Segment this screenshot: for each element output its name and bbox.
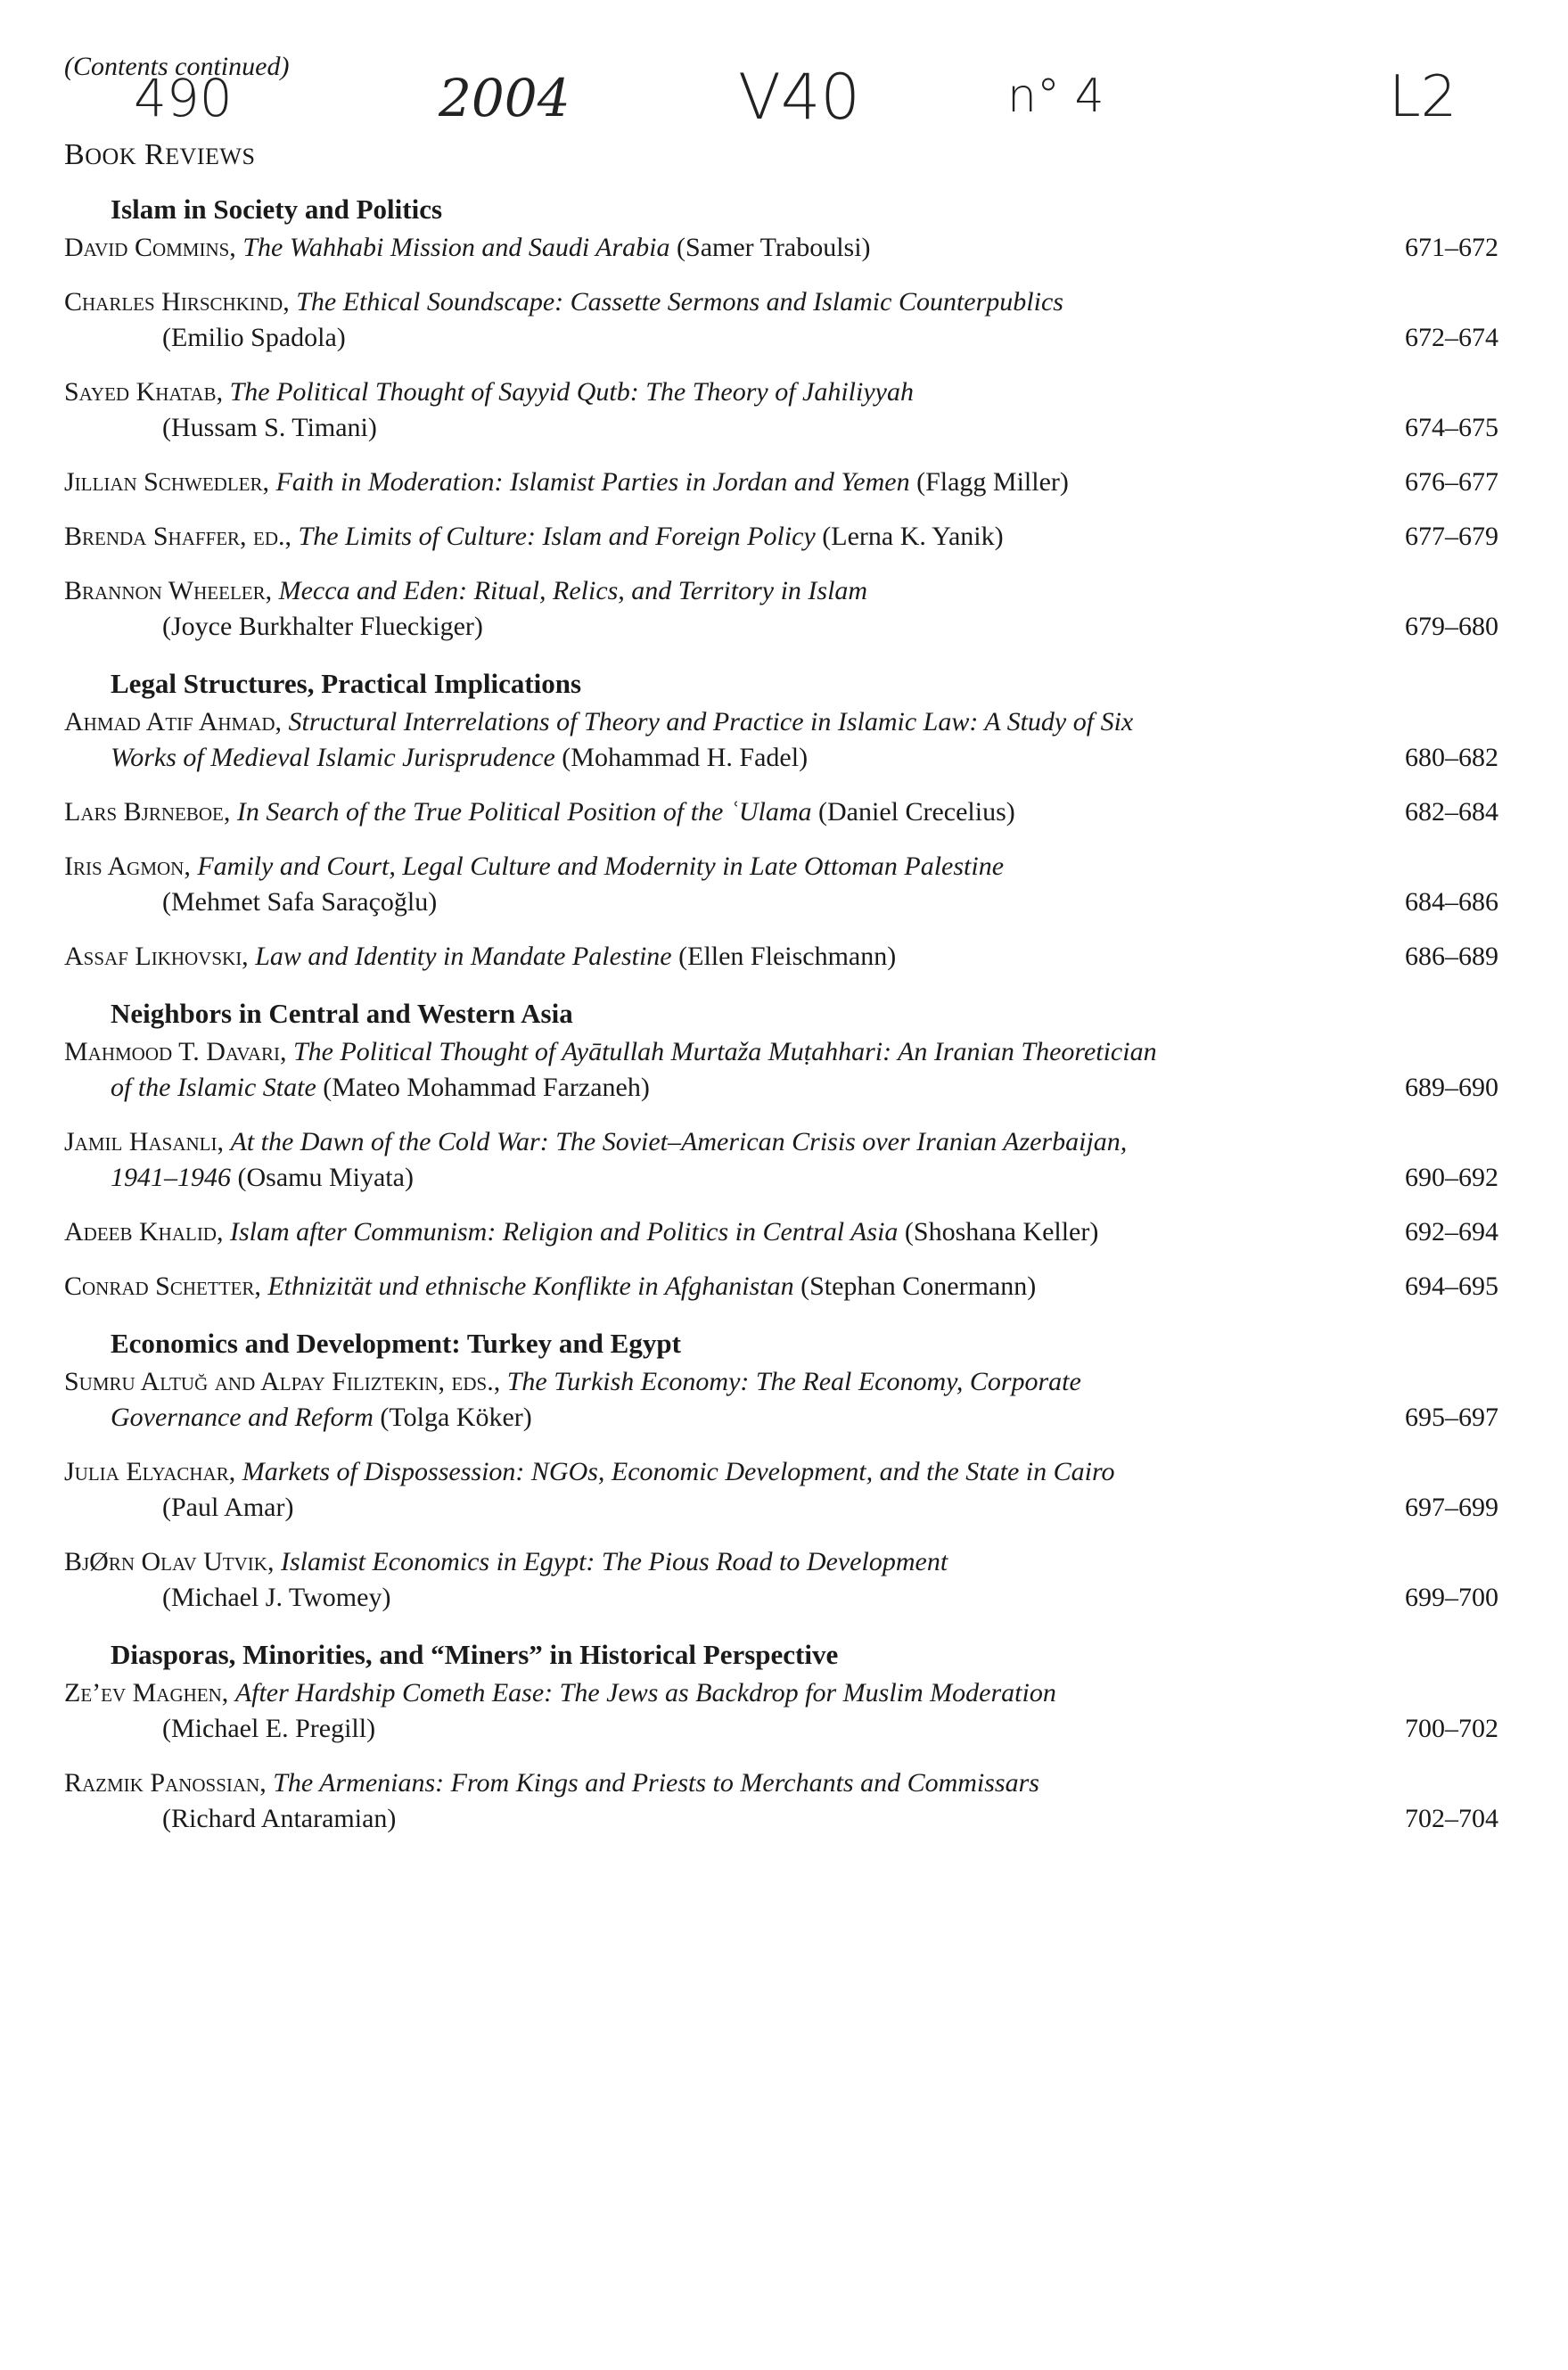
review-entry xyxy=(0,1034,1568,1106)
review-author: Sayed Khatab, xyxy=(64,377,224,407)
reviewer: (Shoshana Keller) xyxy=(904,1217,1099,1247)
review-author: Jamil Hasanli, xyxy=(64,1127,224,1156)
reviews-list xyxy=(0,189,1568,1856)
book-title: Mecca and Eden: Ritual, Relics, and Territory in Islam xyxy=(278,576,868,605)
review-entry xyxy=(0,704,1568,776)
reviewer: (Michael E. Pregill) xyxy=(162,1714,376,1743)
reviewer: (Richard Antaramian) xyxy=(162,1804,397,1833)
handwritten-note-number: 490 xyxy=(134,68,233,128)
book-title: Faith in Moderation: Islamist Parties in Jordan and Yemen xyxy=(275,467,910,497)
page-range: 674–675 xyxy=(1405,413,1498,442)
review-entry xyxy=(0,1544,1568,1616)
review-author: Brannon Wheeler, xyxy=(64,576,273,605)
review-group xyxy=(0,1323,1568,1616)
page-range: 690–692 xyxy=(1405,1163,1498,1192)
page-range: 677–679 xyxy=(1405,522,1498,551)
page-range: 671–672 xyxy=(1405,233,1498,262)
review-author: Conrad Schetter, xyxy=(64,1271,261,1301)
page-range: 692–694 xyxy=(1405,1217,1498,1247)
review-author: Adeeb Khalid, xyxy=(64,1217,224,1247)
handwritten-note-year: 2004 xyxy=(439,68,571,128)
page-range: 684–686 xyxy=(1405,887,1498,917)
reviewer: (Emilio Spadola) xyxy=(162,323,346,352)
review-entry xyxy=(0,519,1568,555)
page-range: 699–700 xyxy=(1405,1583,1498,1612)
reviewer: (Lerna K. Yanik) xyxy=(822,522,1004,551)
contents-continued-label: (Contents continued) xyxy=(64,52,290,81)
reviewer: (Mehmet Safa Saraçoğlu) xyxy=(162,887,438,917)
review-entry xyxy=(0,230,1568,266)
book-title: Law and Identity in Mandate Palestine xyxy=(255,942,672,971)
review-author: Brenda Shaffer, ed., xyxy=(64,522,292,551)
book-title: After Hardship Cometh Ease: The Jews as Backdrop for Muslim Moderation xyxy=(234,1678,1056,1708)
reviewer: (Michael J. Twomey) xyxy=(162,1583,391,1612)
review-author: BjØrn Olav Utvik, xyxy=(64,1547,275,1576)
page-range: 672–674 xyxy=(1405,323,1498,352)
book-title: Ethnizität und ethnische Konflikte in Afghanistan xyxy=(267,1271,794,1301)
book-title: In Search of the True Political Position of the ʿUlama xyxy=(236,797,812,827)
page-range: 695–697 xyxy=(1405,1403,1498,1432)
reviewer: (Stephan Conermann) xyxy=(800,1271,1037,1301)
reviewer: (Samer Traboulsi) xyxy=(677,233,871,262)
review-author: Jillian Schwedler, xyxy=(64,467,269,497)
group-heading: Economics and Development: Turkey and Egypt xyxy=(111,1328,681,1359)
book-title: The Armenians: From Kings and Priests to Merchants and Commissars xyxy=(273,1768,1039,1798)
section-title: BOOK REVIEWS xyxy=(64,138,256,171)
page-range: 697–699 xyxy=(1405,1493,1498,1522)
review-group xyxy=(0,993,1568,1304)
book-title: Islamist Economics in Egypt: The Pious Road to Development xyxy=(280,1547,948,1576)
book-title: Markets of Dispossession: NGOs, Economic Development, and the State in Cairo xyxy=(242,1457,1115,1486)
page-range: 694–695 xyxy=(1405,1271,1498,1301)
review-entry xyxy=(0,1454,1568,1526)
book-title: Family and Court, Legal Culture and Modernity in Late Ottoman Palestine xyxy=(197,852,1005,881)
book-title: The Turkish Economy: The Real Economy, Corporate xyxy=(506,1367,1081,1396)
review-entry xyxy=(0,1765,1568,1837)
page-range: 682–684 xyxy=(1405,797,1498,827)
review-entry xyxy=(0,374,1568,446)
review-author: Sumru Altuğ and Alpay Filiztekin, eds., xyxy=(64,1367,501,1396)
reviewer: (Joyce Burkhalter Flueckiger) xyxy=(162,612,483,641)
book-title-continued: Works of Medieval Islamic Jurisprudence xyxy=(111,743,555,772)
review-entry xyxy=(0,849,1568,920)
review-author: Iris Agmon, xyxy=(64,852,191,881)
review-group xyxy=(0,663,1568,975)
review-entry xyxy=(0,465,1568,500)
page-range: 676–677 xyxy=(1405,467,1498,497)
review-group xyxy=(0,1634,1568,1837)
review-entry xyxy=(0,573,1568,645)
review-group xyxy=(0,189,1568,645)
page-range: 679–680 xyxy=(1405,612,1498,641)
book-title: The Wahhabi Mission and Saudi Arabia xyxy=(242,233,670,262)
reviewer: (Flagg Miller) xyxy=(916,467,1069,497)
review-entry xyxy=(0,939,1568,975)
book-title-continued: 1941–1946 xyxy=(111,1163,231,1192)
review-author: Charles Hirschkind, xyxy=(64,287,290,317)
review-entry xyxy=(0,1675,1568,1747)
review-entry xyxy=(0,794,1568,830)
review-entry xyxy=(0,1269,1568,1304)
book-title-continued: Governance and Reform xyxy=(111,1403,374,1432)
page-range: 689–690 xyxy=(1405,1073,1498,1102)
handwritten-note-volume: V40 xyxy=(738,61,860,134)
page-range: 702–704 xyxy=(1405,1804,1498,1833)
book-title: Islam after Communism: Religion and Politics in Central Asia xyxy=(229,1217,899,1247)
reviewer: (Daniel Crecelius) xyxy=(818,797,1015,827)
reviewer: (Ellen Fleischmann) xyxy=(678,942,897,971)
review-entry xyxy=(0,1124,1568,1196)
book-title: Structural Interrelations of Theory and Practice in Islamic Law: A Study of Six xyxy=(288,707,1134,737)
review-author: Razmik Panossian, xyxy=(64,1768,267,1798)
page-range: 686–689 xyxy=(1405,942,1498,971)
review-entry xyxy=(0,1364,1568,1436)
review-entry xyxy=(0,1214,1568,1250)
reviewer: (Osamu Miyata) xyxy=(237,1163,414,1192)
book-title: The Ethical Soundscape: Cassette Sermons and Islamic Counterpublics xyxy=(296,287,1063,317)
book-title-continued: of the Islamic State xyxy=(111,1073,316,1102)
reviewer: (Hussam S. Timani) xyxy=(162,413,377,442)
review-author: Mahmood T. Davari, xyxy=(64,1037,287,1066)
handwritten-note-code: L2 xyxy=(1389,64,1457,130)
handwritten-note-issue: n° 4 xyxy=(1007,70,1104,123)
book-title: The Limits of Culture: Islam and Foreign Policy xyxy=(298,522,816,551)
reviewer: (Tolga Köker) xyxy=(380,1403,532,1432)
group-heading: Legal Structures, Practical Implications xyxy=(111,668,582,699)
reviewer: (Mohammad H. Fadel) xyxy=(562,743,809,772)
review-author: Lars Bjrneboe, xyxy=(64,797,231,827)
review-author: Ze’ev Maghen, xyxy=(64,1678,229,1708)
book-title: The Political Thought of Sayyid Qutb: The Theory of Jahiliyyah xyxy=(229,377,914,407)
book-title: The Political Thought of Ayātullah Murtaža Muṭahhari: An Iranian Theoretician xyxy=(292,1037,1157,1066)
review-author: Ahmad Atif Ahmad, xyxy=(64,707,283,737)
page-range: 680–682 xyxy=(1405,743,1498,772)
review-author: Julia Elyachar, xyxy=(64,1457,236,1486)
group-heading: Islam in Society and Politics xyxy=(111,193,443,225)
group-heading: Diasporas, Minorities, and “Miners” in Historical Perspective xyxy=(111,1639,839,1670)
book-title: At the Dawn of the Cold War: The Soviet–American Crisis over Iranian Azerbaijan, xyxy=(230,1127,1128,1156)
review-author: David Commins, xyxy=(64,233,236,262)
group-heading: Neighbors in Central and Western Asia xyxy=(111,998,573,1029)
review-author: Assaf Likhovski, xyxy=(64,942,249,971)
page-range: 700–702 xyxy=(1405,1714,1498,1743)
reviewer: (Mateo Mohammad Farzaneh) xyxy=(323,1073,650,1102)
review-entry xyxy=(0,284,1568,356)
reviewer: (Paul Amar) xyxy=(162,1493,294,1522)
